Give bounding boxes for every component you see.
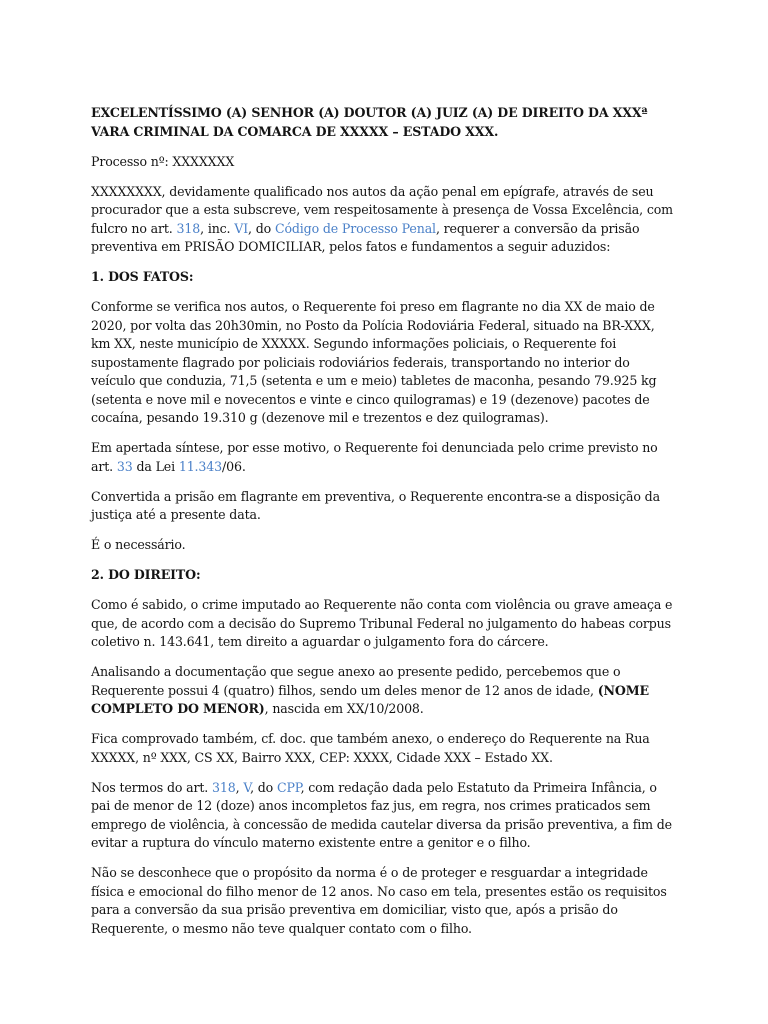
link-inc-vi[interactable]: VI — [234, 220, 249, 236]
intro-text-2: , inc. — [200, 220, 235, 236]
section-title-facts: 1. DOS FATOS: — [91, 269, 194, 284]
facts-p2-text-3: /06. — [222, 458, 246, 474]
child-name-placeholder: (NOME COMPLETO DO MENOR) — [91, 682, 649, 716]
law-paragraph-5: Não se desconhece que o propósito da norma é o de proteger e resguardar a integridade física e emocional do filho menor de 12 anos. No caso em tela, presentes estão os requisitos para a conversão da sua prisão preventiva em domiciliar, visto que, após a prisão do Requerente, o mesmo não teve qualquer contato com o filho. — [91, 865, 667, 936]
law-paragraph-2 — [91, 663, 677, 719]
law-paragraph-3: Fica comprovado também, cf. doc. que também anexo, o endereço do Requerente na Rua XXXXX, nº XXX, CS XX, Bairro XXX, CEP: XXXX, Cidade XXX – Estado XX. — [91, 731, 650, 765]
intro-text-4: , requerer a conversão da prisão preventiva em PRISÃO DOMICILIAR, pelos fatos e fundamentos a seguir aduzidos: — [91, 220, 640, 254]
link-art-33[interactable]: 33 — [116, 458, 133, 474]
link-inc-v[interactable]: V — [243, 779, 251, 795]
intro-text-3: , do — [248, 220, 275, 236]
facts-p2-text-1: Em apertada síntese, por esse motivo, o Requerente foi denunciada pelo crime previsto no art. — [91, 440, 658, 474]
link-art-318[interactable]: 318 — [176, 220, 201, 236]
document-heading: EXCELENTÍSSIMO (A) SENHOR (A) DOUTOR (A) JUIZ (A) DE DIREITO DA XXXª VARA CRIMINAL DA COMARCA DE XXXXX – ESTADO XXX. — [91, 105, 648, 139]
link-codigo-processo-penal[interactable]: Código de Processo Penal — [274, 220, 436, 236]
facts-paragraph-4: É o necessário. — [91, 537, 186, 552]
law-p4-text-3: , do — [250, 779, 277, 795]
facts-p2-text-2: da Lei — [132, 458, 179, 474]
law-p4-text-2: , — [235, 779, 244, 795]
law-p2-text-2: , nascida em XX/10/2008. — [264, 701, 424, 716]
law-paragraph-1: Como é sabido, o crime imputado ao Requerente não conta com violência ou grave ameaça e que, de acordo com a decisão do Supremo Tribunal Federal no julgamento do habeas corpus coletivo n. 143.641, tem direito a aguardar o julgamento fora do cárcere. — [91, 597, 673, 649]
facts-paragraph-2 — [91, 439, 677, 476]
law-p2-text-1: Analisando a documentação que segue anexo ao presente pedido, percebemos que o Requerente possui 4 (quatro) filhos, sendo um deles menor de 12 anos de idade, — [91, 664, 621, 698]
document-page — [91, 104, 677, 950]
process-number: Processo nº: XXXXXXX — [91, 153, 235, 169]
law-p4-text-1: Nos termos do art. — [91, 779, 212, 795]
section-title-law: 2. DO DIREITO: — [91, 567, 201, 582]
intro-text-1: XXXXXXXX, devidamente qualificado nos autos da ação penal em epígrafe, através de seu procurador que a esta subscreve, vem respeitosamente à presença de Vossa Excelência, com fulcro no art. — [91, 183, 673, 236]
link-cpp[interactable]: CPP — [276, 779, 301, 795]
law-paragraph-4 — [91, 779, 677, 853]
link-art-318-cpp[interactable]: 318 — [212, 779, 236, 795]
link-lei-11343[interactable]: 11.343 — [178, 458, 222, 474]
facts-paragraph-3: Convertida a prisão em flagrante em preventiva, o Requerente encontra-se a disposição da justiça até a presente data. — [91, 488, 660, 522]
facts-paragraph-1: Conforme se verifica nos autos, o Requerente foi preso em flagrante no dia XX de maio de 2020, por volta das 20h30min, no Posto da Polícia Rodoviária Federal, situado na BR-XXX, km XX, neste município de XXXXX. Segundo informações policiais, o Requerente foi supostamente flagrado por policiais rodoviários federais, transportando no interior do veículo que conduzia, 71,5 (setenta e um e meio) tabletes de maconha, pesando 79.925 kg (setenta e nove mil e novecentos e vinte e cinco quilogramas) e 19 (dezenove) pacotes de cocaína, pesando 19.310 g (dezenove mil e trezentos e dez quilogramas). — [91, 299, 657, 425]
intro-paragraph — [91, 183, 677, 257]
law-p4-text-4: , com redação dada pelo Estatuto da Primeira Infância, o pai de menor de 12 (doze) anos incompletos faz jus, em regra, nos crimes praticados sem emprego de violência, à concessão de medida cautelar diversa da prisão preventiva, a fim de evitar a ruptura do vínculo materno existente entre a genitor e o filho. — [91, 779, 672, 850]
